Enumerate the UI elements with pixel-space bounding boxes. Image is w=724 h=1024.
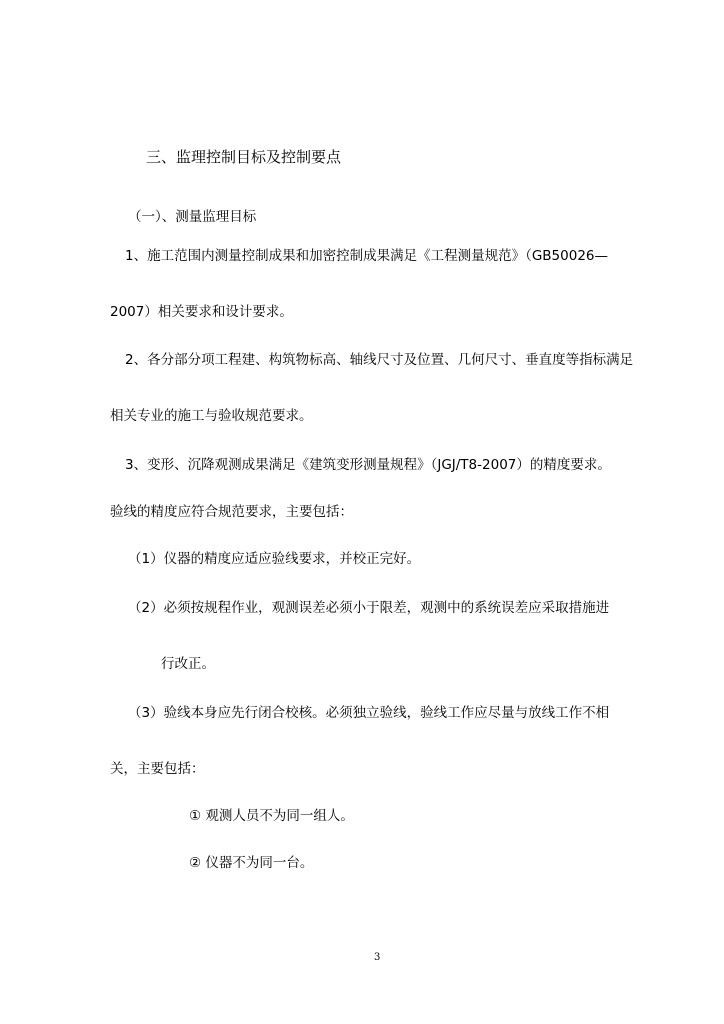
subsection-title: （一）、测量监理目标 <box>128 209 257 225</box>
intro-line: 验线的精度应符合规范要求，主要包括： <box>110 504 353 520</box>
item1-line1: 1、施工范围内测量控制成果和加密控制成果满足《工程测量规范》（GB50026— <box>125 248 609 264</box>
sub-item-2: ② 仪器不为同一台。 <box>189 855 314 871</box>
requirement-2-line1: （2）必须按规程作业，观测误差必须小于限差，观测中的系统误差应采取措施进 <box>128 600 610 616</box>
item2-line1: 2、各分部分项工程建、构筑物标高、轴线尺寸及位置、几何尺寸、垂直度等指标满足 <box>125 352 634 368</box>
item3-line1: 3、变形、沉降观测成果满足《建筑变形测量规程》（JGJ/T8-2007）的精度要求。 <box>125 457 611 473</box>
requirement-3-line1: （3）验线本身应先行闭合校核。必须独立验线，验线工作应尽量与放线工作不相 <box>128 705 610 721</box>
sub-item-1: ① 观测人员不为同一组人。 <box>189 808 354 824</box>
requirement-3-line2: 关，主要包括： <box>110 761 205 777</box>
item1-line2: 2007）相关要求和设计要求。 <box>110 304 293 320</box>
requirement-2-line2: 行改正。 <box>161 656 215 672</box>
section-title: 三、监理控制目标及控制要点 <box>146 148 342 166</box>
page-number: 3 <box>374 952 381 963</box>
item2-line2: 相关专业的施工与验收规范要求。 <box>110 408 313 424</box>
requirement-1: （1）仪器的精度应适应验线要求，并校正完好。 <box>128 551 421 567</box>
